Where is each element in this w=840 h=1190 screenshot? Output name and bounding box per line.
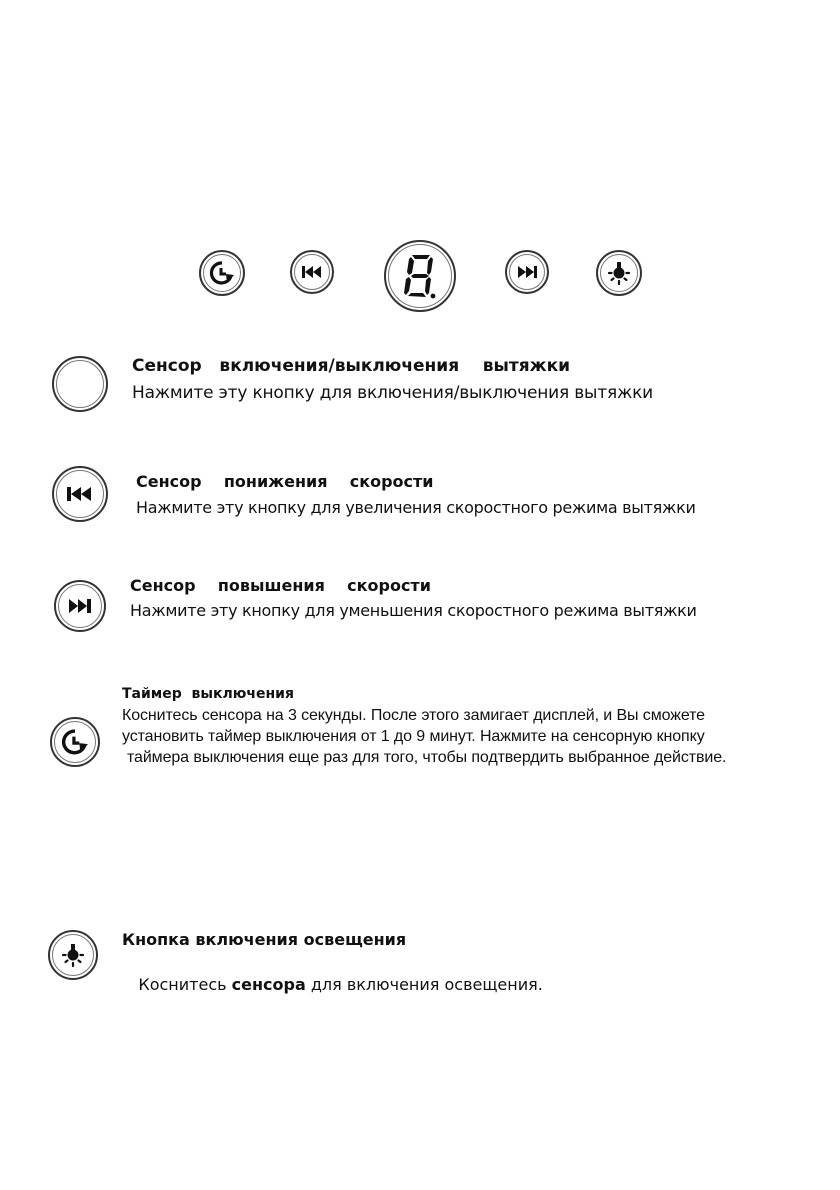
section-title: Кнопка включения освещения xyxy=(122,930,407,949)
speed-up-icon xyxy=(67,598,93,614)
timer-icon xyxy=(61,728,89,756)
speed-down-icon xyxy=(301,265,323,279)
section-description: Нажмите эту кнопку для включения/выключения вытяжки xyxy=(132,383,654,403)
section-description: Нажмите эту кнопку для уменьшения скоростного режима вытяжки xyxy=(130,601,697,620)
section-description-line: установить таймер выключения от 1 до 9 минут. Нажмите на сенсорную кнопку xyxy=(122,728,705,745)
light-button[interactable] xyxy=(48,930,98,980)
speed-down-icon xyxy=(66,486,94,502)
description-text: для включения освещения. xyxy=(305,975,543,994)
section-title: Сенсор повышения скорости xyxy=(130,576,431,595)
display-button[interactable] xyxy=(384,240,456,312)
description-bold: сенсора xyxy=(231,975,306,994)
speed-up-button[interactable] xyxy=(54,580,106,632)
power-button[interactable] xyxy=(52,356,108,412)
light-button[interactable] xyxy=(596,250,642,296)
section-title: Таймер выключения xyxy=(122,686,294,702)
speed-up-button[interactable] xyxy=(505,250,549,294)
speed-down-button[interactable] xyxy=(290,250,334,294)
section-description: Нажмите эту кнопку для увеличения скоростного режима вытяжки xyxy=(136,498,696,517)
speed-up-icon xyxy=(516,265,538,279)
section-description xyxy=(118,956,543,1013)
timer-button[interactable] xyxy=(199,250,245,296)
section-description-line: таймера выключения еще раз для того, чтобы подтвердить выбранное действие. xyxy=(127,749,727,766)
speed-down-button[interactable] xyxy=(52,466,108,522)
section-description-line: Коснитесь сенсора на 3 секунды. После этого замигает дисплей, и Вы сможете xyxy=(122,707,705,724)
description-text: Коснитесь xyxy=(138,975,232,994)
section-title: Сенсор понижения скорости xyxy=(136,472,434,491)
timer-button[interactable] xyxy=(50,717,100,767)
timer-icon xyxy=(209,260,235,286)
seven-segment-display xyxy=(403,253,437,299)
section-title: Сенсор включения/выключения вытяжки xyxy=(132,356,571,376)
light-icon xyxy=(59,941,87,969)
light-icon xyxy=(605,259,633,287)
